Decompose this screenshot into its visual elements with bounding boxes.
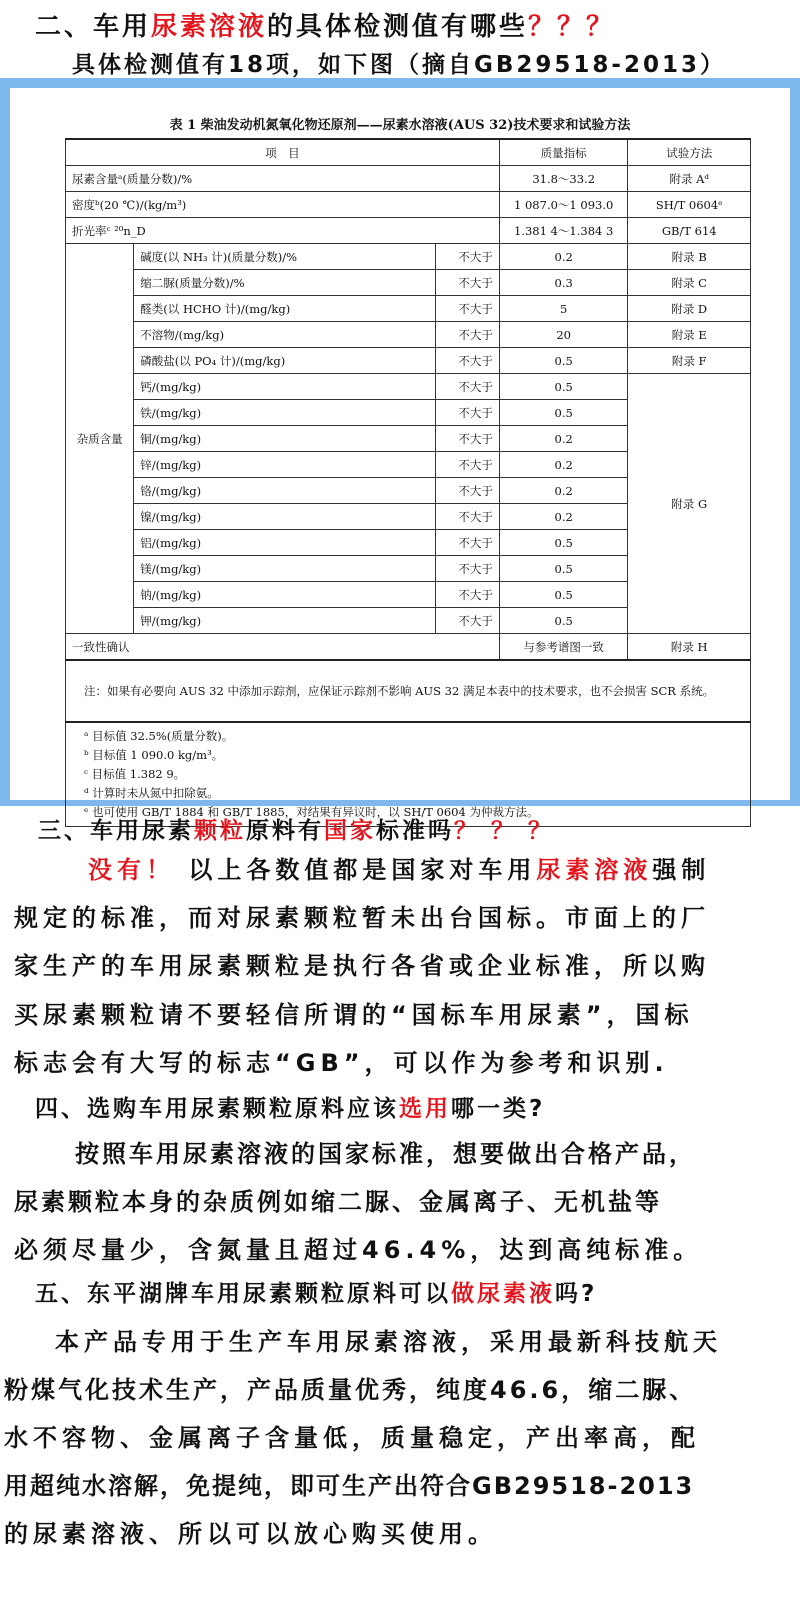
row-method: 附录 C: [628, 270, 751, 296]
row-limit: 不大于: [435, 348, 499, 374]
section-3-lead: [88, 850, 710, 885]
row-limit: 不大于: [435, 478, 499, 504]
lead-highlight: 尿素溶液: [536, 856, 653, 884]
row-value: 0.5: [499, 400, 628, 426]
title-text: 五、东平湖牌车用尿素颗粒原料可以: [35, 1281, 451, 1307]
row-value: 31.8～33.2: [499, 166, 628, 192]
section-5-title: [35, 1275, 597, 1308]
section-3-title: [38, 812, 554, 845]
row-item: 一致性确认: [66, 634, 500, 661]
row-value: 0.5: [499, 348, 628, 374]
row-value: 0.5: [499, 582, 628, 608]
row-limit: 不大于: [435, 374, 499, 400]
row-item: 磷酸盐(以 PO₄ 计)/(mg/kg): [134, 348, 435, 374]
row-item: 碱度(以 NH₃ 计)(质量分数)/%: [134, 244, 435, 270]
paragraph-line: 家生产的车用尿素颗粒是执行各省或企业标准，所以购: [14, 952, 710, 980]
paragraph-line: 尿素颗粒本身的杂质例如缩二脲、金属离子、无机盐等: [14, 1188, 662, 1216]
row-item: 尿素含量ᵃ(质量分数)/%: [66, 166, 500, 192]
row-limit: 不大于: [435, 400, 499, 426]
paragraph-line: 用超纯水溶解，免提纯，即可生产出符合GB29518-2013: [4, 1472, 695, 1500]
row-value: 0.2: [499, 478, 628, 504]
section-2-title: [35, 6, 615, 43]
row-value: 0.2: [499, 452, 628, 478]
header-method: 试验方法: [628, 139, 751, 166]
paragraph-line: 买尿素颗粒请不要轻信所谓的“国标车用尿素”，国标: [14, 1001, 694, 1029]
title-text: 哪一类?: [451, 1096, 546, 1122]
paragraph-line: 规定的标准，而对尿素颗粒暂未出台国标。市面上的厂: [14, 904, 710, 932]
standard-table-image: [0, 78, 800, 819]
row-limit: 不大于: [435, 452, 499, 478]
table-row: [66, 634, 751, 661]
title-highlight: 尿素溶液: [151, 12, 268, 42]
row-method: GB/T 614: [628, 218, 751, 244]
row-item: 镍/(mg/kg): [134, 504, 435, 530]
row-value: 0.5: [499, 556, 628, 582]
row-limit: 不大于: [435, 608, 499, 634]
row-value: 1.381 4～1.384 3: [499, 218, 628, 244]
paragraph-line: 的尿素溶液、所以可以放心购买使用。: [4, 1520, 497, 1548]
row-limit: 不大于: [435, 504, 499, 530]
lead-text: 强制: [652, 856, 711, 884]
row-limit: 不大于: [435, 296, 499, 322]
paragraph-line: 必须尽量少，含氮量且超过46.4%，达到高纯标准。: [14, 1236, 703, 1264]
row-item: 钙/(mg/kg): [134, 374, 435, 400]
table-row: [66, 348, 751, 374]
paragraph-line: 本产品专用于生产车用尿素溶液，采用最新科技航天: [55, 1328, 722, 1356]
row-method: 附录 G: [628, 374, 751, 634]
table-row: [66, 166, 751, 192]
row-method: 附录 H: [628, 634, 751, 661]
row-item: 铜/(mg/kg): [134, 426, 435, 452]
paragraph-line: 标志会有大写的标志“GB”，可以作为参考和识别.: [14, 1049, 669, 1077]
group-label: 杂质含量: [66, 244, 134, 634]
title-highlight: ？ ？ ？: [454, 818, 555, 844]
header-item: 项 目: [66, 139, 500, 166]
table-row: [66, 270, 751, 296]
paragraph-line: 粉煤气化技术生产，产品质量优秀，纯度46.6，缩二脲、: [4, 1376, 697, 1404]
section-4-title: [35, 1090, 545, 1123]
row-value: 与参考谱图一致: [499, 634, 628, 661]
footnotes: [66, 722, 751, 827]
paragraph-line: 水不容物、金属离子含量低，质量稳定，产出率高，配: [4, 1424, 700, 1452]
title-text: 三、车用尿素: [38, 818, 194, 844]
lead-highlight: 没有！: [88, 856, 175, 884]
title-text: 四、选购车用尿素颗粒原料应该: [35, 1096, 399, 1122]
row-limit: 不大于: [435, 426, 499, 452]
row-value: 0.5: [499, 530, 628, 556]
row-method: 附录 E: [628, 322, 751, 348]
footnote: ᵈ 计算时未从氮中扣除氨。: [84, 786, 219, 800]
row-item: 醛类(以 HCHO 计)/(mg/kg): [134, 296, 435, 322]
row-value: 0.5: [499, 608, 628, 634]
row-item: 钠/(mg/kg): [134, 582, 435, 608]
row-method: 附录 F: [628, 348, 751, 374]
row-limit: 不大于: [435, 556, 499, 582]
row-item: 镁/(mg/kg): [134, 556, 435, 582]
row-value: 0.3: [499, 270, 628, 296]
lead-text: 以上各数值都是国家对车用: [175, 856, 537, 884]
row-value: 0.2: [499, 504, 628, 530]
row-item: 铝/(mg/kg): [134, 530, 435, 556]
row-value: 0.2: [499, 244, 628, 270]
footnote: ᵃ 目标值 32.5%(质量分数)。: [84, 729, 234, 743]
title-highlight: 做尿素液: [451, 1281, 555, 1307]
title-highlight: 国家: [324, 818, 376, 844]
title-text: 吗?: [555, 1281, 598, 1307]
row-item: 折光率ᶜ ²⁰n_D: [66, 218, 500, 244]
row-limit: 不大于: [435, 582, 499, 608]
row-method: 附录 B: [628, 244, 751, 270]
title-highlight: 颗粒: [194, 818, 246, 844]
row-item: 铬/(mg/kg): [134, 478, 435, 504]
row-item: 缩二脲(质量分数)/%: [134, 270, 435, 296]
footnote: ᶜ 目标值 1.382 9。: [84, 767, 186, 781]
row-limit: 不大于: [435, 244, 499, 270]
title-text: 二、车用: [35, 12, 152, 42]
title-text: 的具体检测值有哪些: [267, 12, 529, 42]
title-text: 原料有: [246, 818, 324, 844]
row-item: 铁/(mg/kg): [134, 400, 435, 426]
table-row: [66, 244, 751, 270]
row-limit: 不大于: [435, 530, 499, 556]
table-row: [66, 296, 751, 322]
title-highlight: 选用: [399, 1096, 451, 1122]
row-limit: 不大于: [435, 270, 499, 296]
row-method: 附录 D: [628, 296, 751, 322]
header-value: 质量指标: [499, 139, 628, 166]
row-value: 5: [499, 296, 628, 322]
paragraph-line: 按照车用尿素溶液的国家标准，想要做出合格产品，: [75, 1140, 696, 1168]
row-limit: 不大于: [435, 322, 499, 348]
table-row: [66, 218, 751, 244]
table-row: [66, 322, 751, 348]
row-item: 不溶物/(mg/kg): [134, 322, 435, 348]
table-row: [66, 192, 751, 218]
row-method: 附录 Aᵈ: [628, 166, 751, 192]
title-highlight: ？？？: [528, 12, 616, 42]
row-value: 0.5: [499, 374, 628, 400]
table-row: [66, 374, 751, 400]
footnote: ᵇ 目标值 1 090.0 kg/m³。: [84, 748, 224, 762]
row-item: 锌/(mg/kg): [134, 452, 435, 478]
table-caption: 表 1 柴油发动机氮氧化物还原剂——尿素水溶液(AUS 32)技术要求和试验方法: [169, 118, 631, 133]
table-note: 注：如果有必要向 AUS 32 中添加示踪剂，应保证示踪剂不影响 AUS 32 满足本表中的技术要求，也不会损害 SCR 系统。: [66, 660, 751, 722]
section-2-subtitle: 具体检测值有18项，如下图（摘自GB29518-2013）: [72, 52, 726, 78]
row-item: 钾/(mg/kg): [134, 608, 435, 634]
row-value: 0.2: [499, 426, 628, 452]
row-method: SH/T 0604ᵉ: [628, 192, 751, 218]
footnote: ᵉ 也可使用 GB/T 1884 和 GB/T 1885，对结果有异议时，以 SH/T 0604 为仲裁方法。: [84, 805, 539, 819]
spec-table: [65, 138, 751, 827]
row-item: 密度ᵇ(20 ℃)/(kg/m³): [66, 192, 500, 218]
title-text: 标准吗: [376, 818, 454, 844]
row-value: 20: [499, 322, 628, 348]
row-value: 1 087.0～1 093.0: [499, 192, 628, 218]
